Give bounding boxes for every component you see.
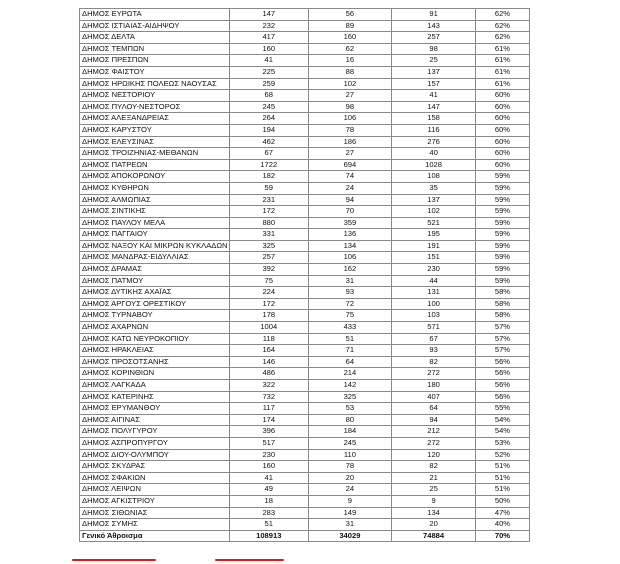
red-underline-grand-total: [215, 559, 284, 561]
value-a-cell: 41: [230, 472, 309, 484]
percentage-cell: 56%: [475, 368, 529, 380]
percentage-cell: 60%: [475, 113, 529, 125]
value-b-cell: 72: [308, 298, 392, 310]
value-b-cell: 24: [308, 182, 392, 194]
value-c-cell: 158: [392, 113, 476, 125]
value-a-cell: 517: [230, 437, 309, 449]
percentage-cell: 62%: [475, 32, 529, 44]
municipality-name-cell: ΔΗΜΟΣ ΕΥΡΩΤΑ: [80, 9, 230, 21]
table-row: [80, 345, 530, 357]
municipality-name-cell: ΔΗΜΟΣ ΑΙΓΙΝΑΣ: [80, 414, 230, 426]
value-a-cell: 172: [230, 298, 309, 310]
value-c-cell: 64: [392, 403, 476, 415]
municipality-name-cell: ΔΗΜΟΣ ΠΑΤΜΟΥ: [80, 275, 230, 287]
value-b-cell: 102: [308, 78, 392, 90]
value-b-cell: 53: [308, 403, 392, 415]
value-c-cell: 44: [392, 275, 476, 287]
value-b-cell: 31: [308, 275, 392, 287]
value-b-cell: 62: [308, 43, 392, 55]
percentage-cell: 57%: [475, 345, 529, 357]
municipality-name-cell: ΔΗΜΟΣ ΚΥΘΗΡΩΝ: [80, 182, 230, 194]
municipality-name-cell: ΔΗΜΟΣ ΗΡΑΚΛΕΙΑΣ: [80, 345, 230, 357]
table-row: [80, 159, 530, 171]
table-row: [80, 78, 530, 90]
percentage-cell: 40%: [475, 519, 529, 531]
value-b-cell: 31: [308, 519, 392, 531]
value-c-cell: 25: [392, 55, 476, 67]
value-a-cell: 417: [230, 32, 309, 44]
value-b-cell: 106: [308, 252, 392, 264]
percentage-cell: 58%: [475, 287, 529, 299]
municipality-name-cell: ΔΗΜΟΣ ΗΡΩΙΚΗΣ ΠΟΛΕΩΣ ΝΑΟΥΣΑΣ: [80, 78, 230, 90]
value-b-cell: 75: [308, 310, 392, 322]
percentage-cell: 58%: [475, 298, 529, 310]
value-c-cell: 137: [392, 66, 476, 78]
table-row: [80, 484, 530, 496]
municipality-name-cell: ΔΗΜΟΣ ΑΡΓΟΥΣ ΟΡΕΣΤΙΚΟΥ: [80, 298, 230, 310]
value-a-cell: 283: [230, 507, 309, 519]
municipality-name-cell: ΔΗΜΟΣ ΔΕΛΤΑ: [80, 32, 230, 44]
table-row: [80, 55, 530, 67]
value-b-cell: 71: [308, 345, 392, 357]
table-row: [80, 391, 530, 403]
percentage-cell: 61%: [475, 66, 529, 78]
value-b-cell: 20: [308, 472, 392, 484]
municipality-name-cell: ΔΗΜΟΣ ΑΧΑΡΝΩΝ: [80, 322, 230, 334]
percentage-cell: 61%: [475, 78, 529, 90]
percentage-cell: 47%: [475, 507, 529, 519]
percentage-cell: 54%: [475, 414, 529, 426]
table-row: [80, 113, 530, 125]
percentage-cell: 52%: [475, 449, 529, 461]
table-row: [80, 148, 530, 160]
value-c-cell: 195: [392, 229, 476, 241]
value-a-cell: 49: [230, 484, 309, 496]
value-a-cell: 160: [230, 461, 309, 473]
municipality-name-cell: ΔΗΜΟΣ ΙΣΤΙΑΙΑΣ-ΑΙΔΗΨΟΥ: [80, 20, 230, 32]
value-b-cell: 74: [308, 171, 392, 183]
value-b-cell: 142: [308, 380, 392, 392]
municipality-name-cell: ΔΗΜΟΣ ΛΕΙΨΩΝ: [80, 484, 230, 496]
value-a-cell: 392: [230, 264, 309, 276]
value-c-cell: 276: [392, 136, 476, 148]
value-a-cell: 1004: [230, 322, 309, 334]
municipality-name-cell: ΔΗΜΟΣ ΝΑΞΟΥ ΚΑΙ ΜΙΚΡΩΝ ΚΥΚΛΑΔΩΝ: [80, 240, 230, 252]
value-b-cell: 78: [308, 124, 392, 136]
value-b-cell: 162: [308, 264, 392, 276]
municipality-name-cell: ΔΗΜΟΣ ΠΡΟΣΟΤΣΑΝΗΣ: [80, 356, 230, 368]
municipality-table: [79, 8, 530, 542]
table-row: [80, 182, 530, 194]
municipality-name-cell: ΔΗΜΟΣ ΤΥΡΝΑΒΟΥ: [80, 310, 230, 322]
table-row: [80, 356, 530, 368]
value-c-cell: 180: [392, 380, 476, 392]
municipality-name-cell: ΔΗΜΟΣ ΠΑΥΛΟΥ ΜΕΛΑ: [80, 217, 230, 229]
value-b-cell: 245: [308, 437, 392, 449]
total-row: [80, 530, 530, 542]
value-c-cell: 151: [392, 252, 476, 264]
value-b-cell: 694: [308, 159, 392, 171]
percentage-cell: 59%: [475, 240, 529, 252]
value-b-cell: 134: [308, 240, 392, 252]
municipality-name-cell: ΔΗΜΟΣ ΤΡΟΙΖΗΝΙΑΣ-ΜΕΘΑΝΩΝ: [80, 148, 230, 160]
percentage-cell: 57%: [475, 322, 529, 334]
value-b-cell: 34029: [308, 530, 392, 542]
municipality-name-cell: ΔΗΜΟΣ ΚΑΡΥΣΤΟΥ: [80, 124, 230, 136]
table-row: [80, 275, 530, 287]
table-row: [80, 298, 530, 310]
value-a-cell: 68: [230, 90, 309, 102]
value-a-cell: 18: [230, 495, 309, 507]
value-a-cell: 732: [230, 391, 309, 403]
value-a-cell: 322: [230, 380, 309, 392]
table-row: [80, 449, 530, 461]
value-c-cell: 82: [392, 356, 476, 368]
value-c-cell: 407: [392, 391, 476, 403]
municipality-name-cell: ΔΗΜΟΣ ΑΠΟΚΟΡΩΝΟΥ: [80, 171, 230, 183]
table-row: [80, 9, 530, 21]
municipality-name-cell: ΔΗΜΟΣ ΜΑΝΔΡΑΣ-ΕΙΔΥΛΛΙΑΣ: [80, 252, 230, 264]
table-row: [80, 240, 530, 252]
value-a-cell: 67: [230, 148, 309, 160]
value-a-cell: 462: [230, 136, 309, 148]
municipality-name-cell: ΔΗΜΟΣ ΝΕΣΤΟΡΙΟΥ: [80, 90, 230, 102]
data-sheet: [79, 8, 530, 542]
value-a-cell: 164: [230, 345, 309, 357]
value-c-cell: 20: [392, 519, 476, 531]
value-b-cell: 214: [308, 368, 392, 380]
value-b-cell: 80: [308, 414, 392, 426]
table-row: [80, 333, 530, 345]
municipality-name-cell: ΔΗΜΟΣ ΠΑΤΡΕΩΝ: [80, 159, 230, 171]
percentage-cell: 56%: [475, 380, 529, 392]
value-a-cell: 59: [230, 182, 309, 194]
value-c-cell: 1028: [392, 159, 476, 171]
value-b-cell: 56: [308, 9, 392, 21]
percentage-cell: 62%: [475, 9, 529, 21]
percentage-cell: 60%: [475, 148, 529, 160]
value-c-cell: 137: [392, 194, 476, 206]
table-row: [80, 426, 530, 438]
value-a-cell: 160: [230, 43, 309, 55]
municipality-name-cell: ΔΗΜΟΣ ΛΑΓΚΑΔΑ: [80, 380, 230, 392]
percentage-cell: 61%: [475, 55, 529, 67]
value-c-cell: 93: [392, 345, 476, 357]
value-a-cell: 51: [230, 519, 309, 531]
value-b-cell: 98: [308, 101, 392, 113]
municipality-name-cell: ΔΗΜΟΣ ΚΑΤΩ ΝΕΥΡΟΚΟΠΙΟΥ: [80, 333, 230, 345]
percentage-cell: 59%: [475, 171, 529, 183]
value-a-cell: 331: [230, 229, 309, 241]
percentage-cell: 70%: [475, 530, 529, 542]
value-b-cell: 136: [308, 229, 392, 241]
percentage-cell: 55%: [475, 403, 529, 415]
percentage-cell: 62%: [475, 20, 529, 32]
value-a-cell: 396: [230, 426, 309, 438]
percentage-cell: 54%: [475, 426, 529, 438]
value-c-cell: 102: [392, 206, 476, 218]
municipality-name-cell: ΔΗΜΟΣ ΠΟΛΥΓΥΡΟΥ: [80, 426, 230, 438]
value-c-cell: 147: [392, 101, 476, 113]
value-a-cell: 325: [230, 240, 309, 252]
municipality-name-cell: ΔΗΜΟΣ ΑΛΕΞΑΝΔΡΕΙΑΣ: [80, 113, 230, 125]
value-a-cell: 230: [230, 449, 309, 461]
value-a-cell: 146: [230, 356, 309, 368]
municipality-name-cell: ΔΗΜΟΣ ΦΑΙΣΤΟΥ: [80, 66, 230, 78]
table-row: [80, 519, 530, 531]
value-c-cell: 67: [392, 333, 476, 345]
value-a-cell: 194: [230, 124, 309, 136]
value-c-cell: 131: [392, 287, 476, 299]
municipality-name-cell: ΔΗΜΟΣ ΑΓΚΙΣΤΡΙΟΥ: [80, 495, 230, 507]
value-b-cell: 70: [308, 206, 392, 218]
value-c-cell: 212: [392, 426, 476, 438]
municipality-name-cell: ΔΗΜΟΣ ΠΡΕΣΠΩΝ: [80, 55, 230, 67]
value-c-cell: 108: [392, 171, 476, 183]
table-row: [80, 322, 530, 334]
value-a-cell: 108913: [230, 530, 309, 542]
municipality-name-cell: ΔΗΜΟΣ ΣΦΑΚΙΩΝ: [80, 472, 230, 484]
value-b-cell: 27: [308, 90, 392, 102]
table-row: [80, 217, 530, 229]
percentage-cell: 59%: [475, 217, 529, 229]
percentage-cell: 59%: [475, 182, 529, 194]
value-b-cell: 106: [308, 113, 392, 125]
value-b-cell: 110: [308, 449, 392, 461]
municipality-name-cell: ΔΗΜΟΣ ΔΡΑΜΑΣ: [80, 264, 230, 276]
table-row: [80, 437, 530, 449]
municipality-name-cell: ΔΗΜΟΣ ΕΛΕΥΣΙΝΑΣ: [80, 136, 230, 148]
table-row: [80, 507, 530, 519]
municipality-name-cell: ΔΗΜΟΣ ΣΙΘΩΝΙΑΣ: [80, 507, 230, 519]
value-c-cell: 191: [392, 240, 476, 252]
table-row: [80, 90, 530, 102]
table-row: [80, 264, 530, 276]
table-row: [80, 252, 530, 264]
value-b-cell: 89: [308, 20, 392, 32]
value-b-cell: 16: [308, 55, 392, 67]
value-c-cell: 91: [392, 9, 476, 21]
municipality-name-cell: ΔΗΜΟΣ ΣΥΜΗΣ: [80, 519, 230, 531]
value-c-cell: 571: [392, 322, 476, 334]
value-b-cell: 359: [308, 217, 392, 229]
value-b-cell: 94: [308, 194, 392, 206]
value-a-cell: 172: [230, 206, 309, 218]
municipality-name-cell: ΔΗΜΟΣ ΕΡΥΜΑΝΘΟΥ: [80, 403, 230, 415]
value-c-cell: 74884: [392, 530, 476, 542]
value-c-cell: 94: [392, 414, 476, 426]
percentage-cell: 60%: [475, 101, 529, 113]
percentage-cell: 51%: [475, 472, 529, 484]
percentage-cell: 59%: [475, 264, 529, 276]
value-a-cell: 178: [230, 310, 309, 322]
table-row: [80, 495, 530, 507]
value-a-cell: 118: [230, 333, 309, 345]
value-b-cell: 149: [308, 507, 392, 519]
table-row: [80, 310, 530, 322]
table-row: [80, 229, 530, 241]
value-a-cell: 232: [230, 20, 309, 32]
value-a-cell: 231: [230, 194, 309, 206]
value-c-cell: 157: [392, 78, 476, 90]
table-row: [80, 101, 530, 113]
value-c-cell: 134: [392, 507, 476, 519]
value-c-cell: 116: [392, 124, 476, 136]
percentage-cell: 60%: [475, 136, 529, 148]
percentage-cell: 59%: [475, 252, 529, 264]
value-c-cell: 521: [392, 217, 476, 229]
percentage-cell: 61%: [475, 43, 529, 55]
municipality-name-cell: ΔΗΜΟΣ ΣΚΥΔΡΑΣ: [80, 461, 230, 473]
table-row: [80, 124, 530, 136]
value-b-cell: 27: [308, 148, 392, 160]
municipality-name-cell: ΔΗΜΟΣ ΣΙΝΤΙΚΗΣ: [80, 206, 230, 218]
table-row: [80, 136, 530, 148]
value-b-cell: 51: [308, 333, 392, 345]
value-b-cell: 88: [308, 66, 392, 78]
value-a-cell: 41: [230, 55, 309, 67]
table-row: [80, 66, 530, 78]
value-c-cell: 40: [392, 148, 476, 160]
table-row: [80, 461, 530, 473]
percentage-cell: 50%: [475, 495, 529, 507]
percentage-cell: 57%: [475, 333, 529, 345]
municipality-name-cell: ΔΗΜΟΣ ΑΛΜΩΠΙΑΣ: [80, 194, 230, 206]
percentage-cell: 59%: [475, 229, 529, 241]
municipality-name-cell: ΔΗΜΟΣ ΔΙΟΥ-ΟΛΥΜΠΟΥ: [80, 449, 230, 461]
value-a-cell: 117: [230, 403, 309, 415]
percentage-cell: 60%: [475, 124, 529, 136]
table-row: [80, 472, 530, 484]
value-c-cell: 143: [392, 20, 476, 32]
table-row: [80, 194, 530, 206]
value-a-cell: 225: [230, 66, 309, 78]
value-a-cell: 182: [230, 171, 309, 183]
municipality-name-cell: Γενικό Άθροισμα: [80, 530, 230, 542]
table-row: [80, 287, 530, 299]
percentage-cell: 58%: [475, 310, 529, 322]
value-a-cell: 880: [230, 217, 309, 229]
value-c-cell: 272: [392, 437, 476, 449]
value-b-cell: 160: [308, 32, 392, 44]
value-a-cell: 1722: [230, 159, 309, 171]
table-row: [80, 414, 530, 426]
value-c-cell: 98: [392, 43, 476, 55]
table-row: [80, 43, 530, 55]
value-c-cell: 35: [392, 182, 476, 194]
municipality-name-cell: ΔΗΜΟΣ ΑΣΠΡΟΠΥΡΓΟΥ: [80, 437, 230, 449]
value-a-cell: 264: [230, 113, 309, 125]
value-a-cell: 257: [230, 252, 309, 264]
value-a-cell: 75: [230, 275, 309, 287]
municipality-name-cell: ΔΗΜΟΣ ΚΑΤΕΡΙΝΗΣ: [80, 391, 230, 403]
table-row: [80, 171, 530, 183]
table-row: [80, 380, 530, 392]
percentage-cell: 51%: [475, 484, 529, 496]
percentage-cell: 59%: [475, 275, 529, 287]
value-b-cell: 186: [308, 136, 392, 148]
value-a-cell: 486: [230, 368, 309, 380]
percentage-cell: 53%: [475, 437, 529, 449]
value-b-cell: 24: [308, 484, 392, 496]
value-c-cell: 272: [392, 368, 476, 380]
value-c-cell: 25: [392, 484, 476, 496]
municipality-name-cell: ΔΗΜΟΣ ΠΑΓΓΑΙΟΥ: [80, 229, 230, 241]
value-a-cell: 147: [230, 9, 309, 21]
percentage-cell: 56%: [475, 356, 529, 368]
percentage-cell: 51%: [475, 461, 529, 473]
value-a-cell: 245: [230, 101, 309, 113]
municipality-name-cell: ΔΗΜΟΣ ΠΥΛΟΥ-ΝΕΣΤΟΡΟΣ: [80, 101, 230, 113]
municipality-name-cell: ΔΗΜΟΣ ΔΥΤΙΚΗΣ ΑΧΑΪΑΣ: [80, 287, 230, 299]
value-b-cell: 184: [308, 426, 392, 438]
municipality-name-cell: ΔΗΜΟΣ ΚΟΡΙΝΘΙΩΝ: [80, 368, 230, 380]
value-b-cell: 78: [308, 461, 392, 473]
value-c-cell: 82: [392, 461, 476, 473]
value-c-cell: 21: [392, 472, 476, 484]
percentage-cell: 56%: [475, 391, 529, 403]
value-b-cell: 9: [308, 495, 392, 507]
value-c-cell: 41: [392, 90, 476, 102]
percentage-cell: 60%: [475, 90, 529, 102]
value-a-cell: 224: [230, 287, 309, 299]
table-row: [80, 403, 530, 415]
value-b-cell: 93: [308, 287, 392, 299]
table-row: [80, 368, 530, 380]
value-c-cell: 100: [392, 298, 476, 310]
table-row: [80, 206, 530, 218]
percentage-cell: 59%: [475, 206, 529, 218]
municipality-name-cell: ΔΗΜΟΣ ΤΕΜΠΩΝ: [80, 43, 230, 55]
value-c-cell: 9: [392, 495, 476, 507]
value-a-cell: 174: [230, 414, 309, 426]
value-b-cell: 325: [308, 391, 392, 403]
value-a-cell: 259: [230, 78, 309, 90]
table-row: [80, 20, 530, 32]
percentage-cell: 60%: [475, 159, 529, 171]
value-c-cell: 120: [392, 449, 476, 461]
value-c-cell: 103: [392, 310, 476, 322]
value-b-cell: 433: [308, 322, 392, 334]
value-b-cell: 64: [308, 356, 392, 368]
value-c-cell: 257: [392, 32, 476, 44]
table-row: [80, 32, 530, 44]
percentage-cell: 59%: [475, 194, 529, 206]
value-c-cell: 230: [392, 264, 476, 276]
red-underline-total-label: [72, 559, 156, 561]
